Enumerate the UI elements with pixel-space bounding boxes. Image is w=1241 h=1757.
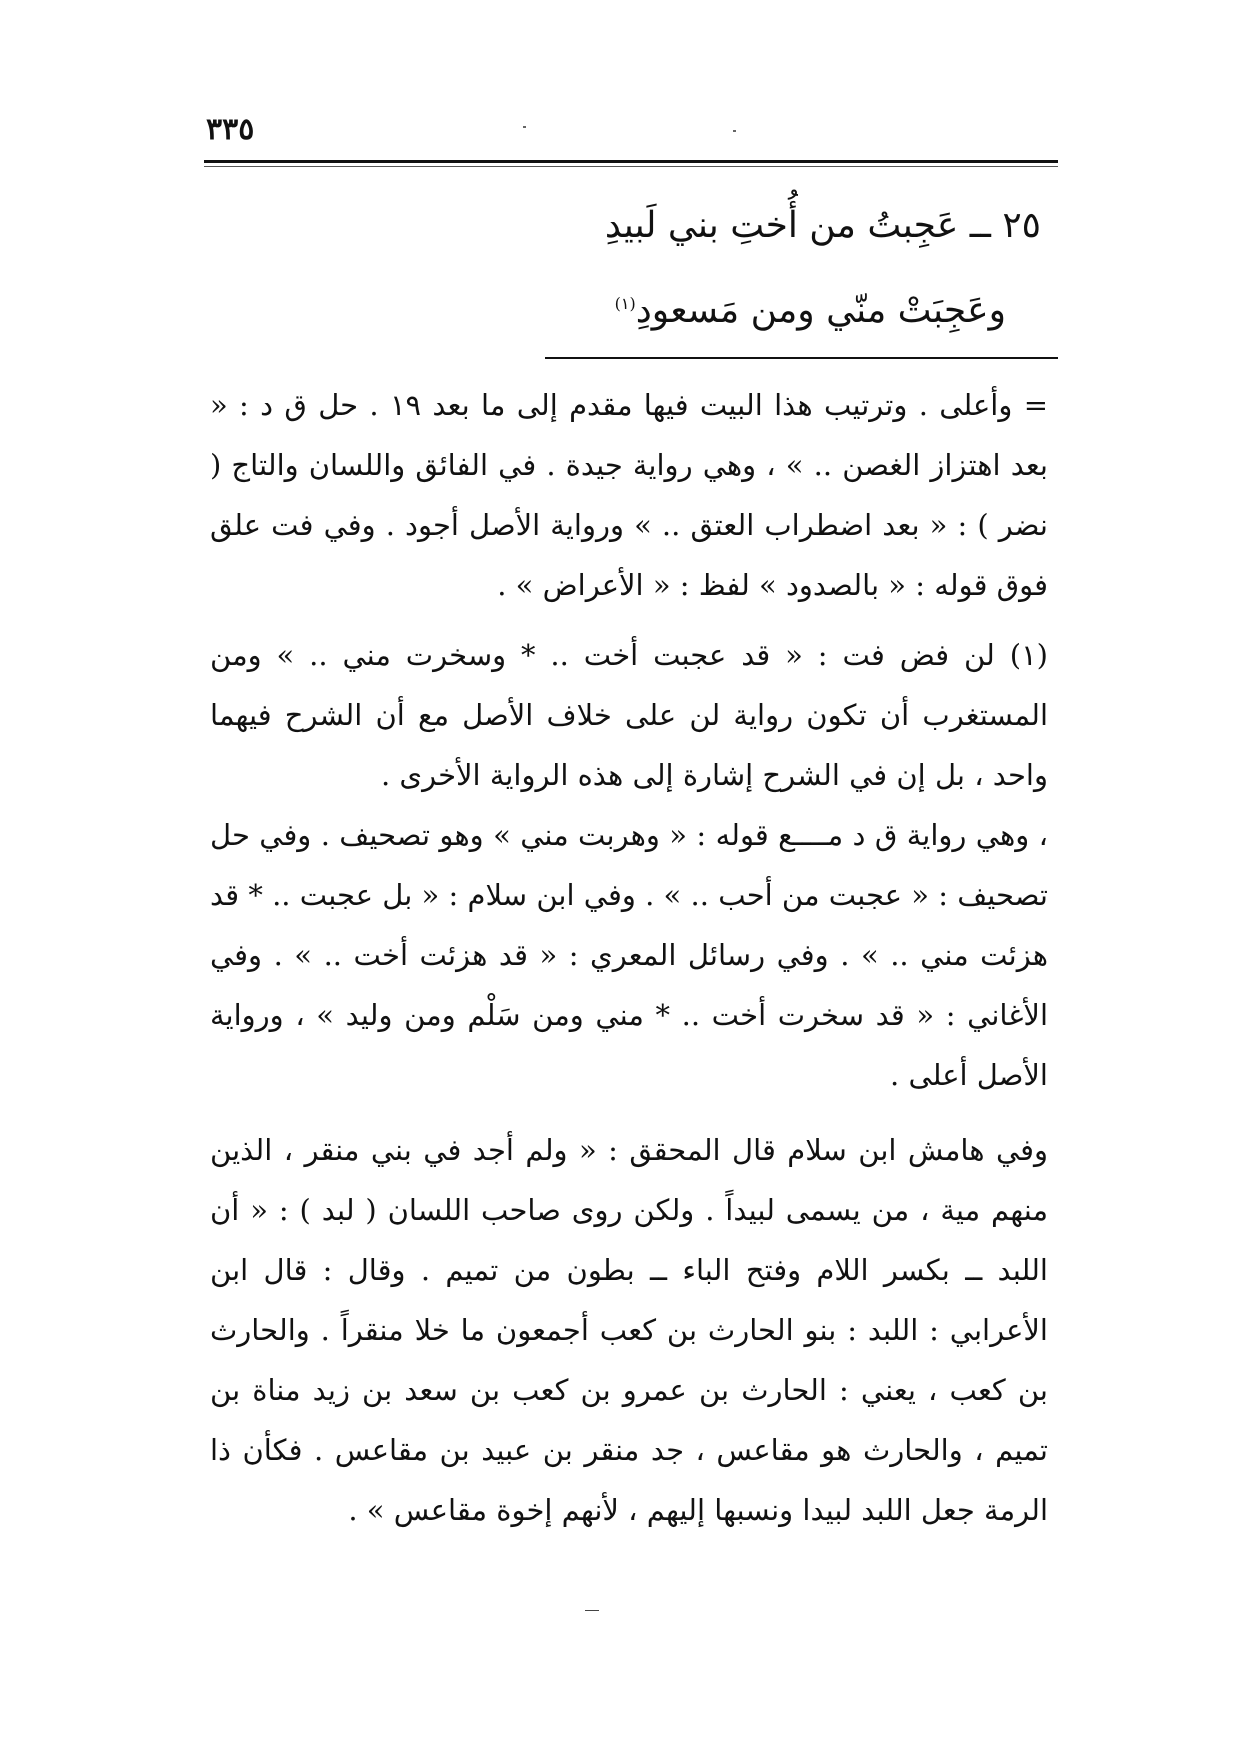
bottom-mark [585, 1610, 599, 1611]
note-paragraph-margin: وفي هامش ابن سلام قال المحقق : « ولم أجد في بني منقر ، الذين منهم مية ، من يسمى لبيداً . ولكن روى صاحب اللسان ( لبد ) : « أن اللبد ــ بكسر اللام وفتح الباء ــ بطون من تميم . وقال : قال ابن الأعرابي : اللبد : بنو الحارث بن كعب أجمعون ما خلا منقراً . والحارث بن كعب ، يعني : الحارث بن عمرو بن كعب بن سعد بن زيد مناة بن تميم ، والحارث هو مقاعس ، جد منقر بن عبيد بن مقاعس . فكأن ذا الرمة جعل اللبد لبيدا ونسبها إليهم ، لأنهم إخوة مقاعس » . [210, 1133, 1048, 1527]
page-number: ٣٣٥ [206, 112, 255, 147]
footnote-1-paragraph: (١) لن فض فت : « قد عجبت أخت .. * وسخرت مني .. » ومن المستغرب أن تكون رواية لن على خلاف الأصل مع أن الشرح فيهما واحد ، بل إن في الشرح إشارة إلى هذه الرواية الأخرى . [210, 638, 1048, 792]
note-paragraph-variants: ، وهي رواية ق د مــــع قوله : « وهربت مني » وهو تصحيف . وفي حل تصحيف : « عجبت من أحب .. » . وفي ابن سلام : « بل عجبت .. * قد هزئت مني .. » . وفي رسائل المعري : « قد هزئت أخت .. » . وفي الأغاني : « قد سخرت أخت .. * مني ومن سَلْم ومن وليد » ، ورواية الأصل أعلى . [210, 818, 1048, 1092]
verse-line-1: ٢٥ ــ عَجِبتُ من أُختِ بني لَبيدِ [604, 205, 1041, 246]
footnote-separator [545, 357, 1058, 359]
note-paragraph-continued: = وأعلى . وترتيب هذا البيت فيها مقدم إلى ما بعد ١٩ . حل ق د : « بعد اهتزاز الغصن .. » ، وهي رواية جيدة . في الفائق واللسان والتاج ( نضر ) : « بعد اضطراب العتق .. » ورواية الأصل أجود . وفي فت علق فوق قوله : « بالصدود » لفظ : « الأعراض » . [210, 388, 1048, 602]
verse-line-2-text: وعَجِبَتْ منّي ومن مَسعودِ [635, 290, 1006, 331]
header-rule-thin [204, 166, 1058, 167]
scan-speck [523, 126, 526, 128]
verse-line-2 [615, 290, 1006, 331]
header-rule [204, 160, 1058, 163]
footnote-marker: (١) [614, 294, 636, 313]
scan-speck [733, 130, 736, 132]
